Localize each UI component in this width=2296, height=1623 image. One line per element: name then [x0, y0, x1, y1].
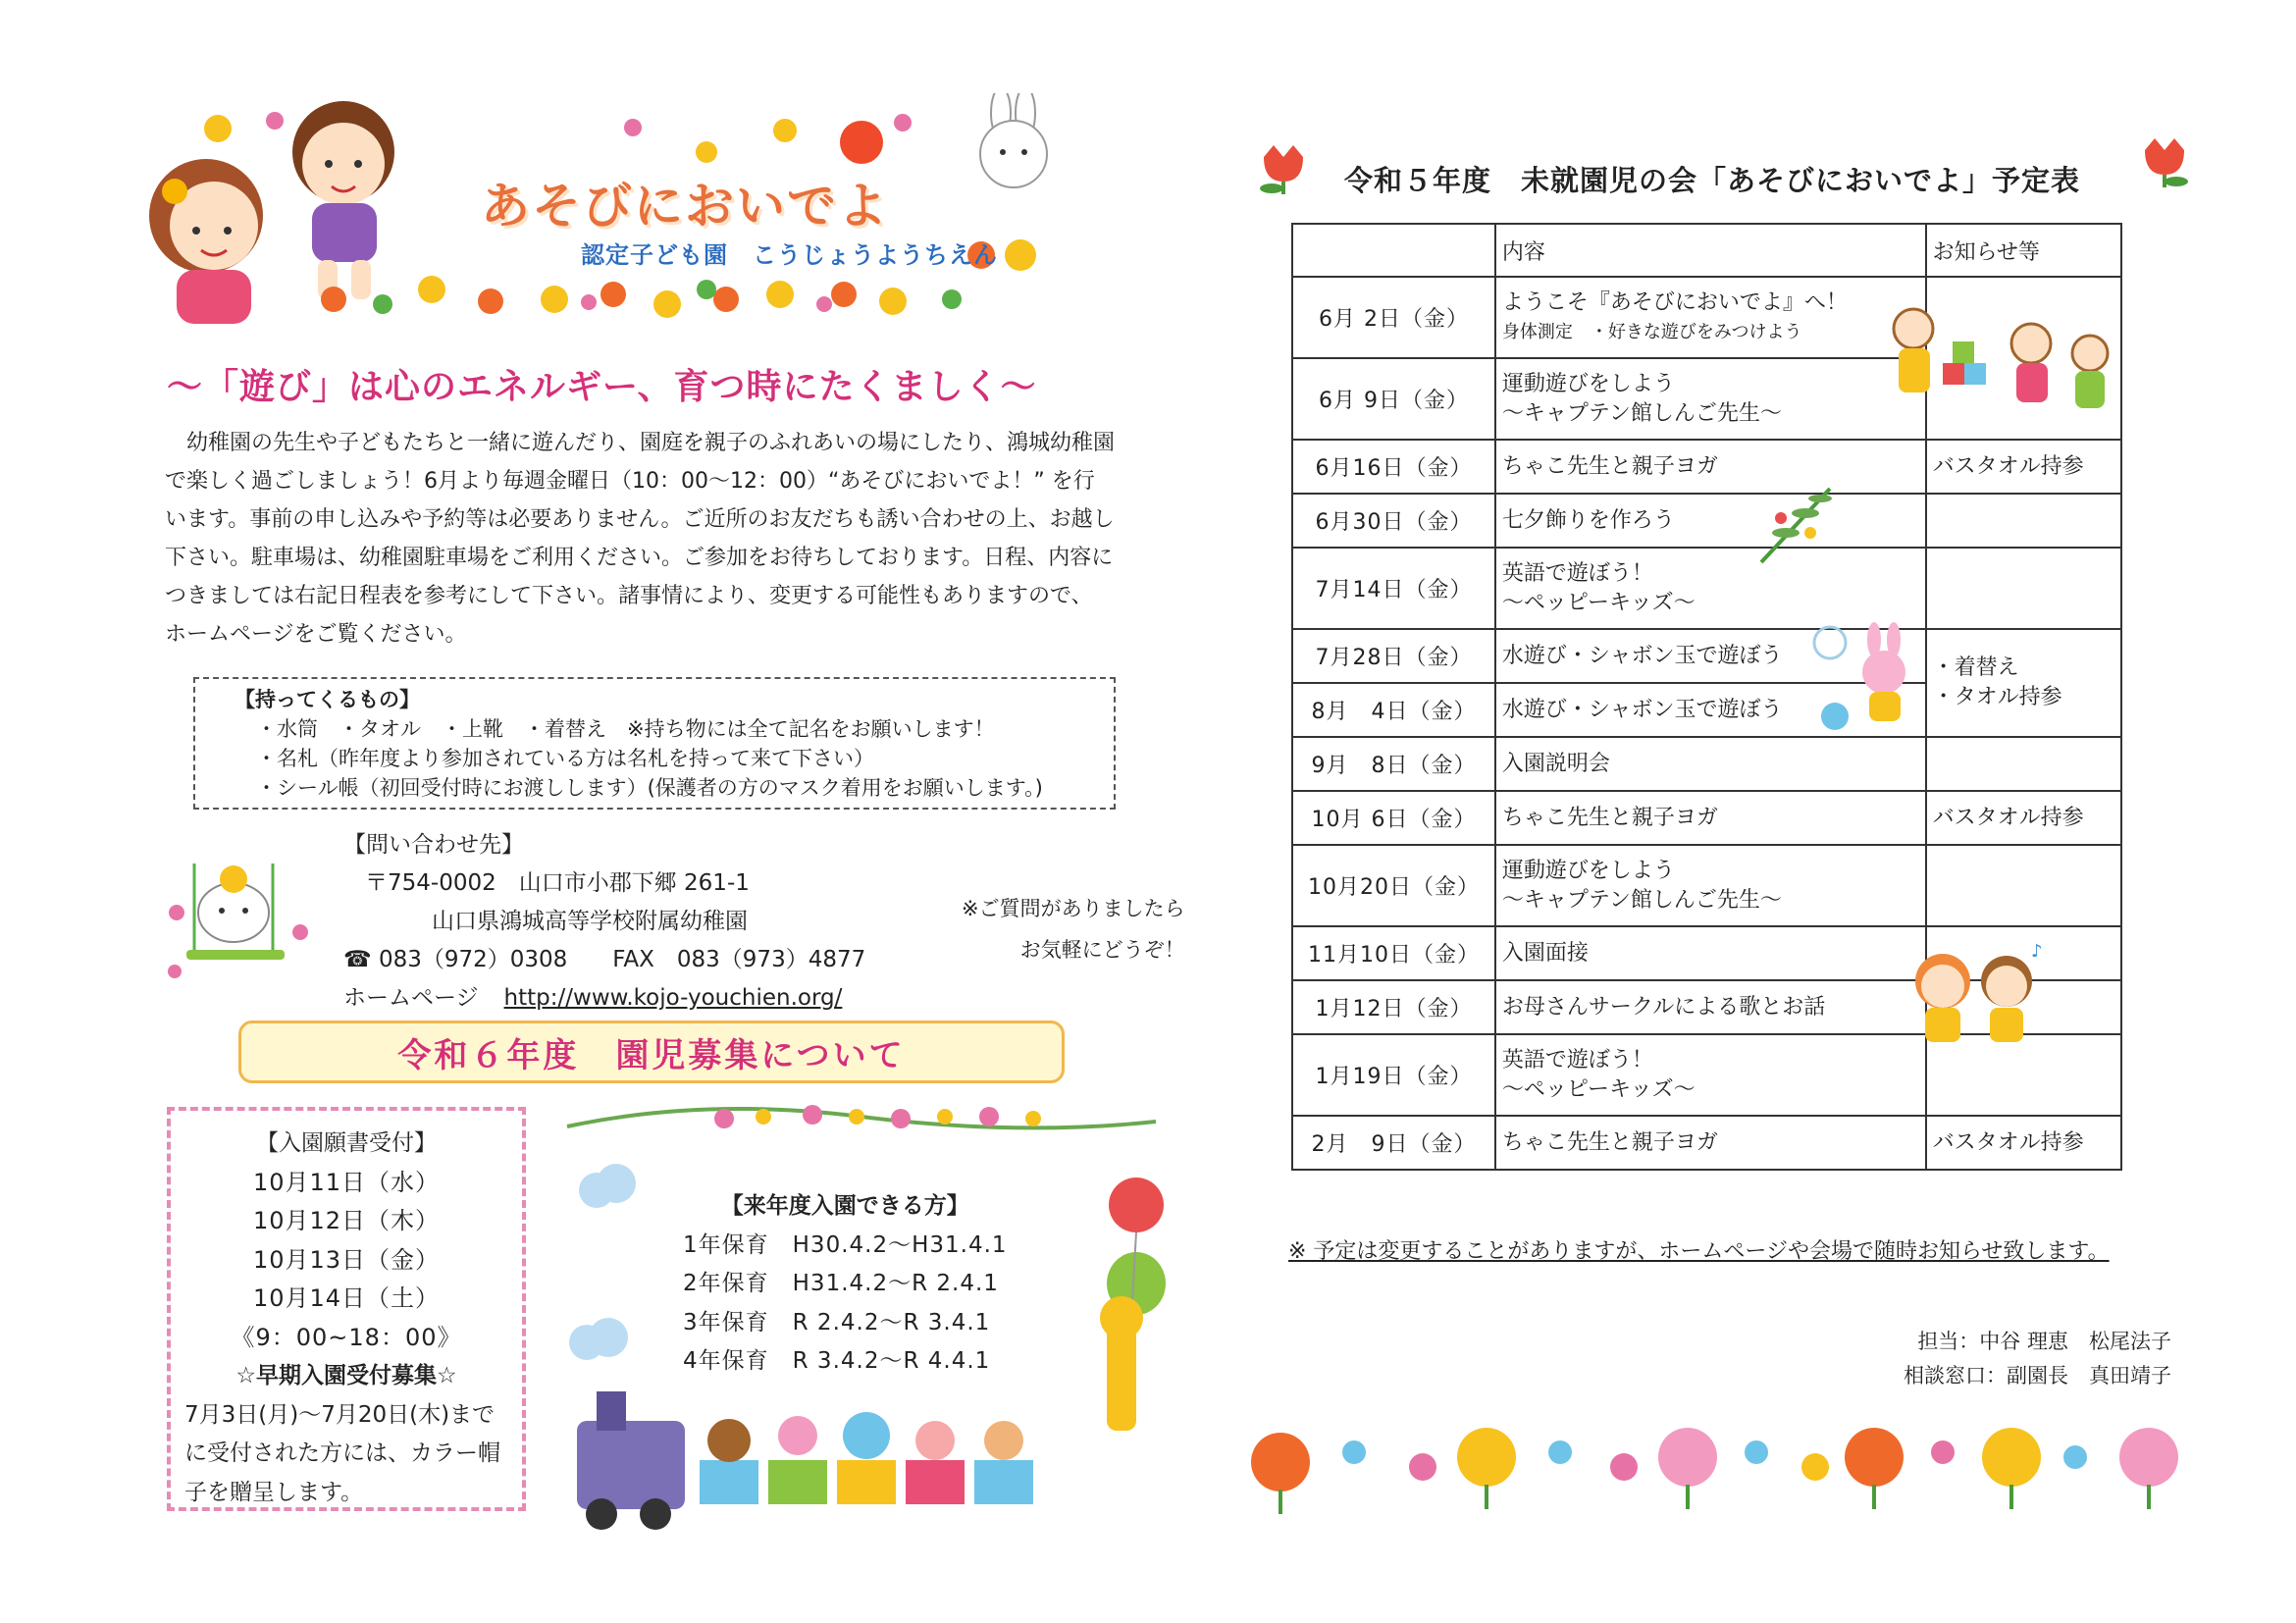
eligible-label: 2年保育 — [683, 1271, 769, 1296]
contact-note — [962, 888, 1185, 970]
note-line: ・タオル持参 — [1932, 685, 2062, 709]
note-line: ・着替え — [1932, 655, 2019, 680]
date-cell: 10月 6日（金） — [1292, 791, 1495, 845]
eligible-row — [683, 1227, 1008, 1266]
content-cell — [1495, 358, 1926, 440]
date-cell: 6月 9日（金） — [1292, 358, 1495, 440]
date-cell: 7月28日（金） — [1292, 629, 1495, 683]
date-cell: 2月 9日（金） — [1292, 1116, 1495, 1170]
eligible-block — [683, 1187, 1008, 1382]
bring-items-box — [193, 677, 1116, 810]
content-main: 英語で遊ぼう！ — [1501, 1047, 1653, 1073]
swing-character-illustration — [165, 854, 312, 991]
school-subtitle: 認定子ども園 こうじょうようちえん — [581, 241, 998, 269]
content-cell: 水遊び・シャボン玉で遊ぼう — [1495, 683, 1926, 737]
eligible-range: R 2.4.2～R 3.4.1 — [792, 1309, 991, 1335]
early-text: 7月3日(月)～7月20日(木)までに受付された方には、カラー帽子を贈呈します。 — [184, 1401, 500, 1505]
intro-line: います。事前の申し込みや予約等は必要ありません。ご近所のお友だちも誘い合わせの上、お越し — [165, 507, 1115, 532]
date-cell: 10月20日（金） — [1292, 845, 1495, 926]
content-main: ようこそ『あそびにおいでよ』へ！ — [1501, 289, 1848, 315]
eligible-label: 4年保育 — [683, 1348, 769, 1374]
contact-heading: 【問い合わせ先】 — [343, 832, 524, 858]
content-cell: 入園面接 — [1495, 926, 1926, 980]
bring-item: ・シール帳（初回受付時にお渡しします）(保護者の方のマスク着用をお願いします。) — [256, 776, 1043, 800]
apply-hours: 《9：00~18：00》 — [231, 1323, 462, 1351]
note-cell: バスタオル持参 — [1926, 440, 2121, 494]
title-logo: あそびにおいでよ — [481, 178, 889, 235]
date-cell: 6月16日（金） — [1292, 440, 1495, 494]
content-sub: ～キャプテン館しんご先生～ — [1501, 887, 1782, 913]
note-cell — [1926, 494, 2121, 548]
intro-line: 幼稚園の先生や子どもたちと一緒に遊んだり、園庭を親子のふれあいの場にしたり、鴻城幼稚園 — [186, 431, 1116, 455]
contact-phone: ☎ 083（972）0308 FAX 083（973）4877 — [343, 947, 866, 972]
girl-illustration — [149, 159, 263, 324]
eligible-range: H30.4.2～H31.4.1 — [792, 1231, 1008, 1258]
intro-line: 下さい。駐車場は、幼稚園駐車場をご利用ください。ご参加をお待ちしております。日程、内容に — [165, 546, 1114, 570]
content-main: 運動遊びをしよう — [1501, 858, 1675, 883]
apply-date: 10月13日（金） — [252, 1245, 441, 1274]
note-cell: バスタオル持参 — [1926, 791, 2121, 845]
note-cell — [1926, 737, 2121, 791]
bring-item: ・水筒 ・タオル ・上靴 ・着替え ※持ち物には全て記名をお願いします！ — [256, 717, 995, 741]
note-cell-summer — [1926, 629, 2121, 737]
early-heading: ☆早期入園受付募集☆ — [235, 1363, 457, 1388]
content-cell: ちゃこ先生と親子ヨガ — [1495, 1116, 1926, 1170]
header-content-cell: 内容 — [1495, 224, 1926, 277]
contact-note-line: ※ご質問がありましたら — [962, 897, 1185, 920]
eligible-range: H31.4.2～R 2.4.1 — [792, 1271, 999, 1296]
note-cell — [1926, 548, 2121, 629]
schedule-header-row — [1292, 224, 2121, 277]
note-cell: バスタオル持参 — [1926, 1116, 2121, 1170]
content-sub: ～ペッピーキッズ～ — [1501, 590, 1696, 615]
staff-info — [1904, 1325, 2171, 1393]
content-cell: 水遊び・シャボン玉で遊ぼう — [1495, 629, 1926, 683]
content-cell: 七夕飾りを作ろう — [1495, 494, 1926, 548]
date-cell: 8月 4日（金） — [1292, 683, 1495, 737]
content-cell: 入園説明会 — [1495, 737, 1926, 791]
eligible-row — [683, 1265, 1008, 1304]
tulip-icon — [1254, 137, 1313, 196]
tanabata-bamboo-illustration — [1751, 479, 1845, 567]
bottom-flower-border — [1246, 1413, 2188, 1531]
content-cell — [1495, 1034, 1926, 1116]
slogan: ～「遊び」は心のエネルギー、育つ時にたくましく～ — [167, 367, 1037, 407]
flower-decoration — [1251, 1428, 2178, 1514]
apply-date: 10月14日（土） — [252, 1284, 441, 1312]
table-row — [1292, 440, 2121, 494]
note-cell — [1926, 845, 2121, 926]
content-cell — [1495, 277, 1926, 358]
schedule-title: 令和５年度 未就園児の会「あそびにおいでよ」予定表 — [1344, 164, 2081, 197]
schedule-footnote: ※ 予定は変更することがありますが、ホームページや会場で随時お知らせ致します。 — [1288, 1239, 2110, 1264]
header-notice-cell: お知らせ等 — [1926, 224, 2121, 277]
date-cell: 6月 2日（金） — [1292, 277, 1495, 358]
table-row — [1292, 494, 2121, 548]
contact-school: 山口県鴻城高等学校附属幼稚園 — [432, 909, 748, 934]
content-sub: ～ペッピーキッズ～ — [1501, 1076, 1696, 1102]
date-cell: 7月14日（金） — [1292, 548, 1495, 629]
table-row — [1292, 1116, 2121, 1170]
content-main: 運動遊びをしよう — [1501, 371, 1675, 396]
eligible-range: R 3.4.2～R 4.4.1 — [792, 1348, 991, 1374]
apply-heading: 【入園願書受付】 — [256, 1130, 437, 1156]
contact-address: 〒754-0002 山口市小郡下郷 261-1 — [365, 870, 750, 896]
eligible-heading: 【来年度入園できる方】 — [720, 1193, 969, 1219]
content-cell: お母さんサークルによる歌とお話 — [1495, 980, 1926, 1034]
date-cell: 1月19日（金） — [1292, 1034, 1495, 1116]
date-cell: 11月10日（金） — [1292, 926, 1495, 980]
svg-text:♪: ♪ — [2031, 941, 2043, 962]
staff-line: 担当：中谷 理恵 松尾法子 — [1917, 1330, 2171, 1353]
table-row — [1292, 791, 2121, 845]
sun-icon — [840, 121, 883, 164]
homepage-link[interactable]: http://www.kojo-youchien.org/ — [503, 985, 843, 1011]
apply-date: 10月12日（木） — [252, 1207, 441, 1234]
homepage-label: ホームページ — [343, 985, 479, 1011]
eligible-label: 1年保育 — [683, 1231, 769, 1258]
header-date-cell — [1292, 224, 1495, 277]
apply-box — [167, 1107, 526, 1511]
table-row — [1292, 737, 2121, 791]
bubbles-rabbit-illustration — [1810, 618, 1918, 741]
intro-line: で楽しく過ごしましょう！6月より毎週金曜日（10：00～12：00）“あそびにおいでよ！” を行 — [165, 469, 1095, 494]
date-cell: 6月30日（金） — [1292, 494, 1495, 548]
eligible-row — [683, 1342, 1008, 1382]
eligible-label: 3年保育 — [683, 1309, 769, 1335]
content-cell: ちゃこ先生と親子ヨガ — [1495, 440, 1926, 494]
content-cell: ちゃこ先生と親子ヨガ — [1495, 791, 1926, 845]
boy-illustration — [292, 101, 394, 299]
bring-heading: 【持ってくるもの】 — [235, 688, 420, 711]
kids-blocks-illustration — [1874, 294, 2124, 422]
table-row — [1292, 845, 2121, 926]
date-cell: 9月 8日（金） — [1292, 737, 1495, 791]
table-row — [1292, 629, 2121, 683]
table-row — [1292, 548, 2121, 629]
tulip-icon — [2135, 131, 2194, 189]
date-cell: 1月12日（金） — [1292, 980, 1495, 1034]
contact-block — [343, 826, 865, 1018]
staff-line: 相談窓口：副園長 真田靖子 — [1904, 1364, 2171, 1387]
intro-line: ホームページをご覧ください。 — [165, 622, 467, 647]
contact-homepage — [343, 979, 865, 1018]
content-cell — [1495, 845, 1926, 926]
content-cell — [1495, 548, 1926, 629]
content-sub: ～キャプテン館しんご先生～ — [1501, 400, 1782, 426]
recruit-banner: 令和６年度 園児募集について — [238, 1021, 1065, 1083]
eligible-row — [683, 1304, 1008, 1343]
singing-kids-illustration — [1904, 937, 2051, 1055]
bring-item: ・名札（昨年度より参加されている方は名札を持って来て下さい） — [256, 747, 874, 770]
content-sub: 身体測定 ・好きな遊びをみつけよう — [1501, 321, 1802, 342]
rabbit-illustration — [980, 93, 1047, 187]
content-main: 英語で遊ぼう！ — [1501, 560, 1653, 586]
intro-line: つきましては右記日程表を参考にして下さい。諸事情により、変更する可能性もありますので、 — [165, 584, 1093, 608]
intro-text — [165, 424, 1185, 654]
contact-note-line: お気軽にどうぞ！ — [1019, 938, 1185, 962]
apply-date: 10月11日（水） — [252, 1168, 441, 1196]
